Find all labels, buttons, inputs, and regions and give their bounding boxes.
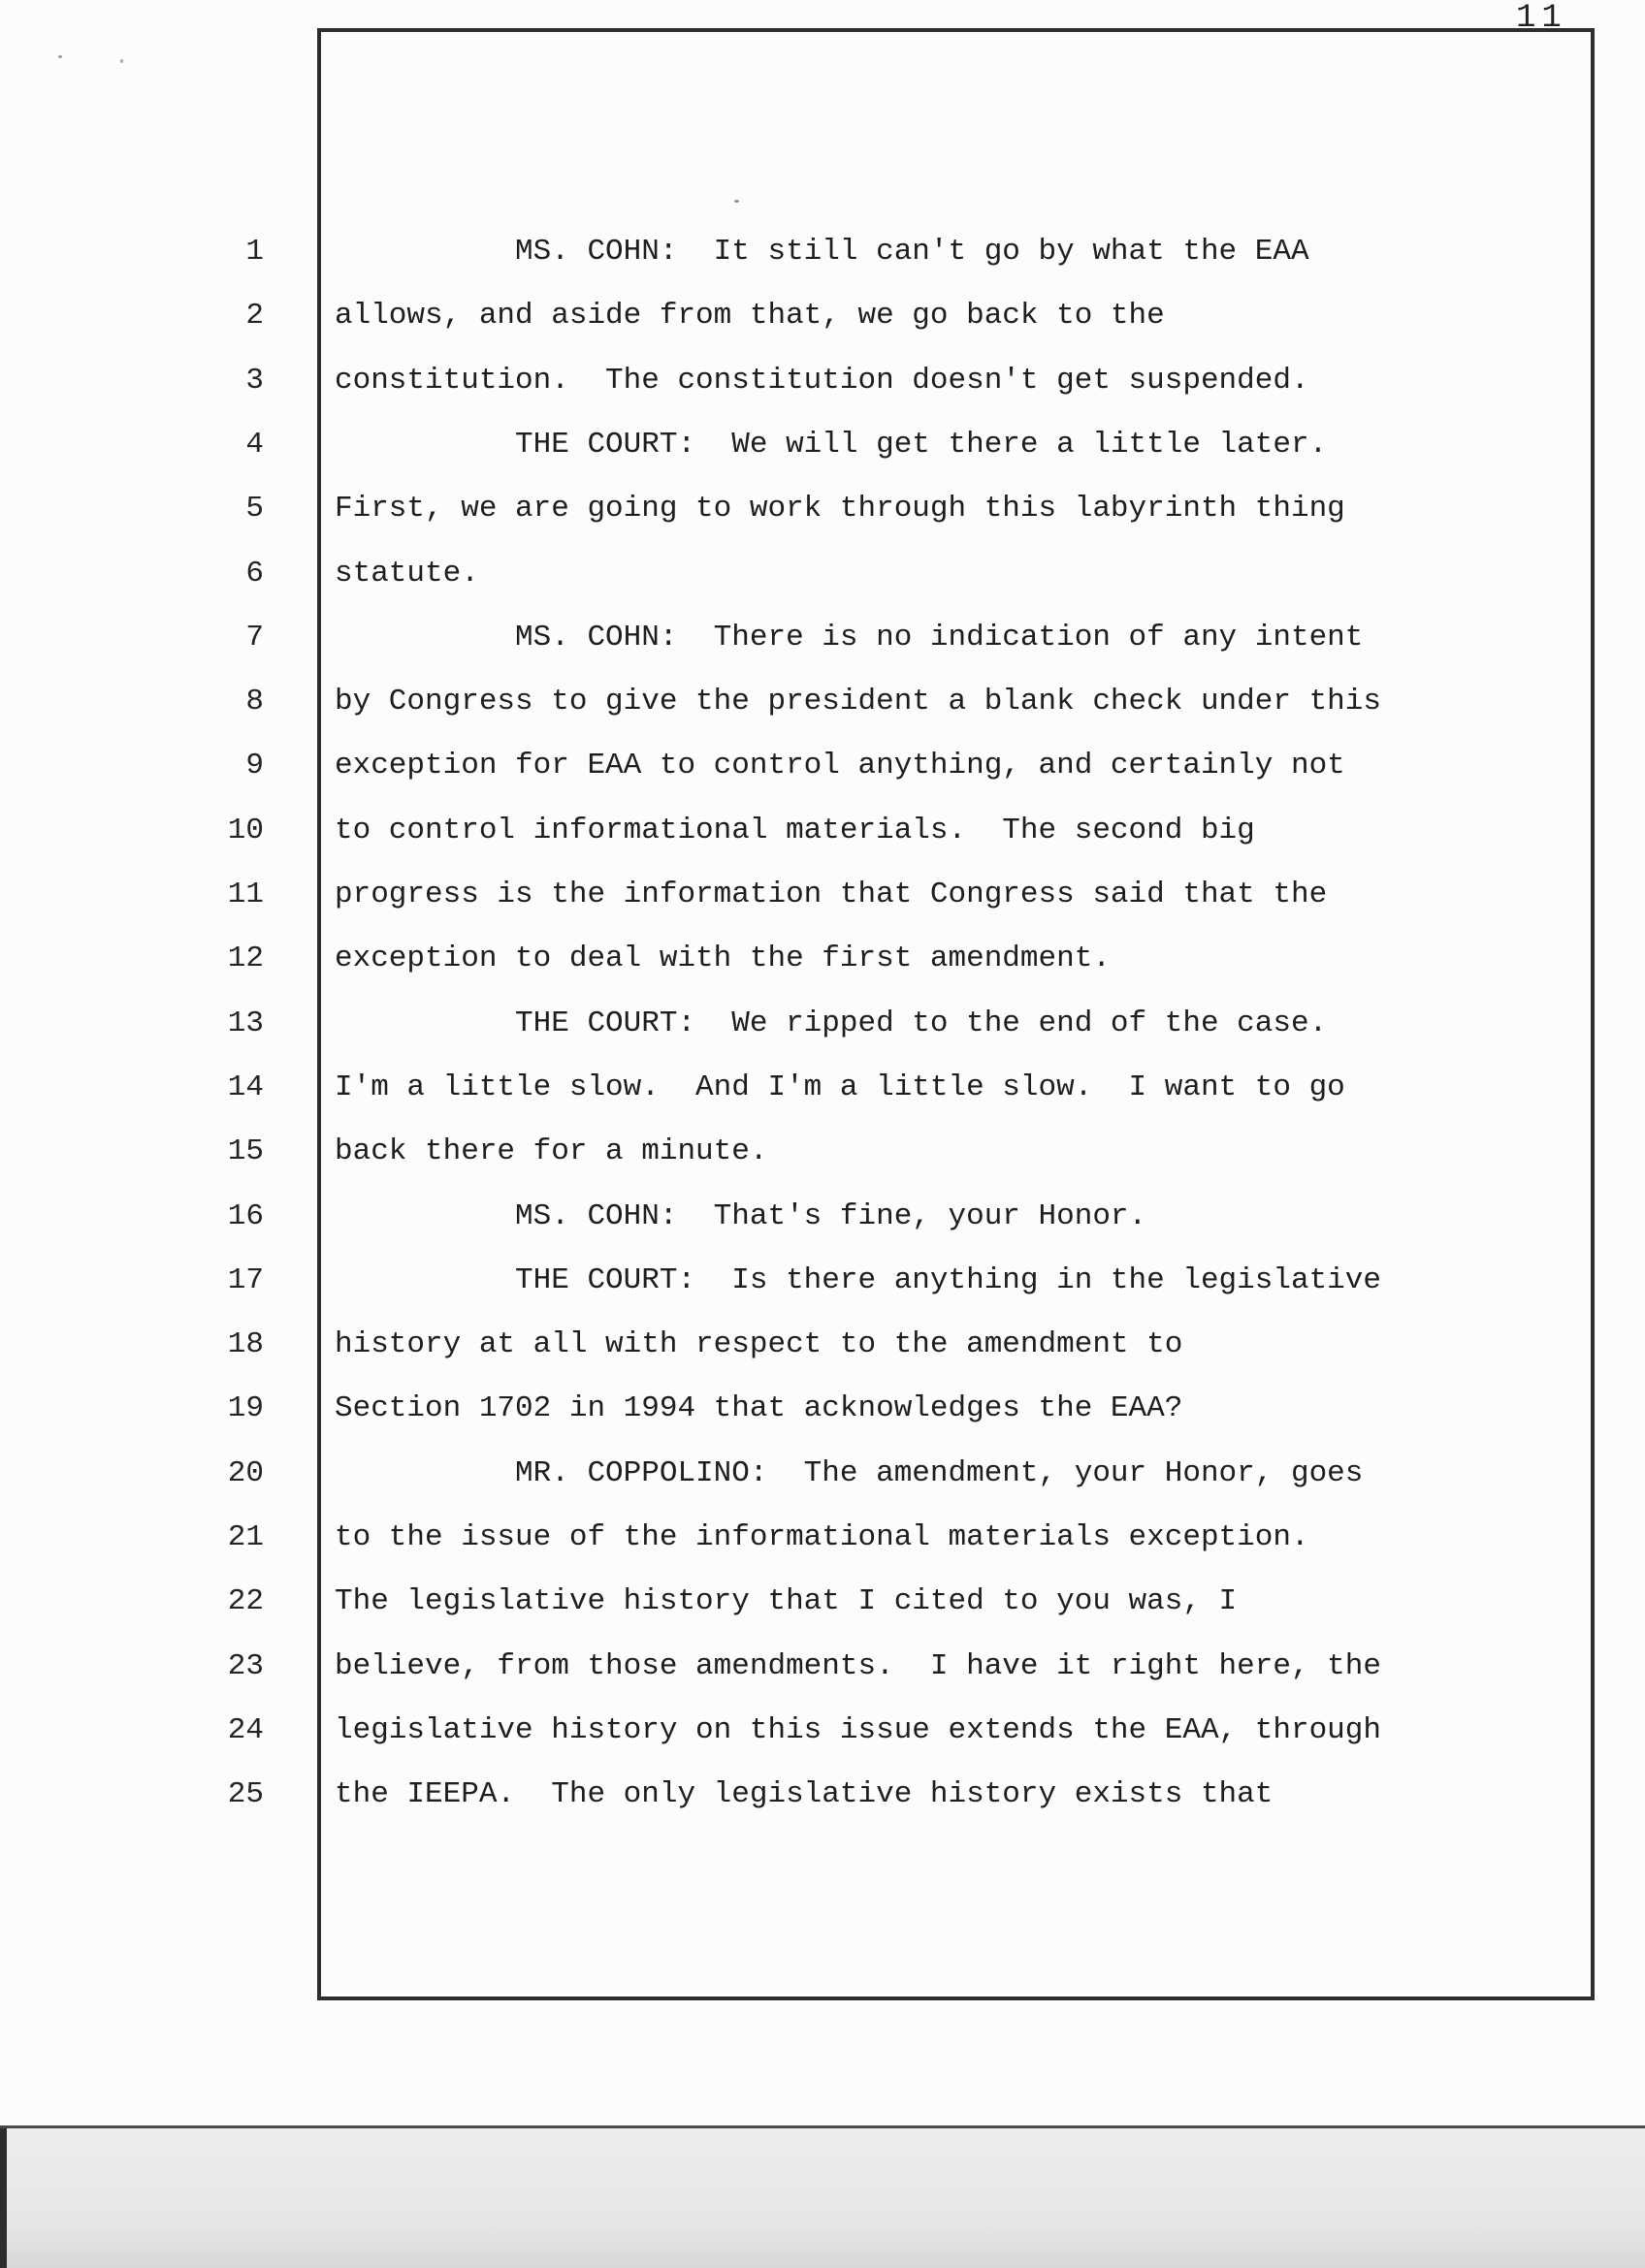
line-number: 15 (227, 1134, 264, 1169)
line-number: 20 (227, 1455, 264, 1490)
line-text: to the issue of the informational materials exception. (335, 1520, 1309, 1554)
line-text: to control informational materials. The second big (335, 813, 1255, 847)
line-text: constitution. The constitution doesn't get suspended. (335, 363, 1309, 398)
line-text: exception to deal with the first amendment. (335, 942, 1111, 976)
line-text: MS. COHN: It still can't go by what the EAA (335, 235, 1309, 269)
transcript-line (0, 1263, 1645, 1306)
transcript-line (0, 1713, 1645, 1756)
line-text: history at all with respect to the amendment to (335, 1327, 1183, 1362)
transcript-line (0, 1199, 1645, 1242)
line-text: the IEEPA. The only legislative history exists that (335, 1777, 1274, 1812)
transcript-line (0, 878, 1645, 920)
line-number: 4 (245, 427, 264, 462)
scan-bottom-band (0, 2128, 1645, 2268)
transcript-line (0, 235, 1645, 277)
line-text: MS. COHN: That's fine, your Honor. (335, 1198, 1147, 1233)
transcript-line (0, 1520, 1645, 1563)
transcript-line (0, 1070, 1645, 1113)
line-number: 14 (227, 1070, 264, 1104)
transcript-line (0, 685, 1645, 727)
transcript-line (0, 1134, 1645, 1177)
line-number: 19 (227, 1391, 264, 1426)
transcript-line (0, 1456, 1645, 1499)
page-number: 11 (1516, 0, 1567, 37)
transcript-line (0, 942, 1645, 984)
transcript-line (0, 1777, 1645, 1820)
line-text: back there for a minute. (335, 1134, 768, 1169)
transcript-line (0, 364, 1645, 406)
transcript-line (0, 1006, 1645, 1049)
scan-speck (120, 59, 123, 63)
line-number: 10 (227, 813, 264, 847)
transcript-line (0, 1649, 1645, 1692)
line-number: 22 (227, 1584, 264, 1619)
transcript-line (0, 299, 1645, 341)
transcript-line (0, 1584, 1645, 1627)
line-number: 12 (227, 942, 264, 976)
line-number: 7 (245, 620, 264, 655)
scan-speck (58, 55, 62, 58)
line-text: MS. COHN: There is no indication of any intent (335, 620, 1364, 655)
line-number: 25 (227, 1777, 264, 1812)
transcript-line (0, 1391, 1645, 1434)
line-number: 1 (245, 235, 264, 269)
line-number: 24 (227, 1712, 264, 1747)
line-number: 23 (227, 1648, 264, 1683)
line-text: believe, from those amendments. I have it right here, the (335, 1648, 1381, 1683)
line-number: 17 (227, 1262, 264, 1297)
line-number: 5 (245, 492, 264, 527)
line-text: Section 1702 in 1994 that acknowledges the EAA? (335, 1391, 1183, 1426)
line-text: THE COURT: We ripped to the end of the case. (335, 1006, 1328, 1040)
line-number: 16 (227, 1198, 264, 1233)
transcript-line (0, 814, 1645, 856)
line-number: 13 (227, 1006, 264, 1040)
transcript-line (0, 492, 1645, 534)
line-text: I'm a little slow. And I'm a little slow. I want to go (335, 1070, 1345, 1104)
line-text: progress is the information that Congress said that the (335, 878, 1328, 911)
line-number: 18 (227, 1327, 264, 1362)
line-number: 8 (245, 685, 264, 719)
line-text: The legislative history that I cited to you was, I (335, 1584, 1238, 1619)
line-text: by Congress to give the president a blank check under this (335, 685, 1381, 719)
transcript-line (0, 621, 1645, 663)
transcript-line (0, 557, 1645, 599)
line-text: allows, and aside from that, we go back to the (335, 299, 1165, 334)
line-text: First, we are going to work through this labyrinth thing (335, 492, 1345, 527)
line-number: 11 (227, 878, 264, 911)
line-number: 3 (245, 363, 264, 398)
line-text: exception for EAA to control anything, and certainly not (335, 749, 1345, 783)
line-number: 21 (227, 1520, 264, 1554)
line-number: 2 (245, 299, 264, 334)
line-text: statute. (335, 556, 479, 591)
scan-left-edge-shadow (0, 2128, 7, 2268)
line-text: legislative history on this issue extends the EAA, through (335, 1712, 1381, 1747)
line-text: THE COURT: We will get there a little later. (335, 427, 1328, 462)
transcript-line (0, 749, 1645, 791)
line-number: 9 (245, 749, 264, 783)
transcript-line (0, 1327, 1645, 1370)
transcript-line (0, 428, 1645, 470)
scan-speck (734, 200, 739, 203)
line-text: MR. COPPOLINO: The amendment, your Honor, goes (335, 1455, 1364, 1490)
line-text: THE COURT: Is there anything in the legislative (335, 1262, 1381, 1297)
line-number: 6 (245, 556, 264, 591)
